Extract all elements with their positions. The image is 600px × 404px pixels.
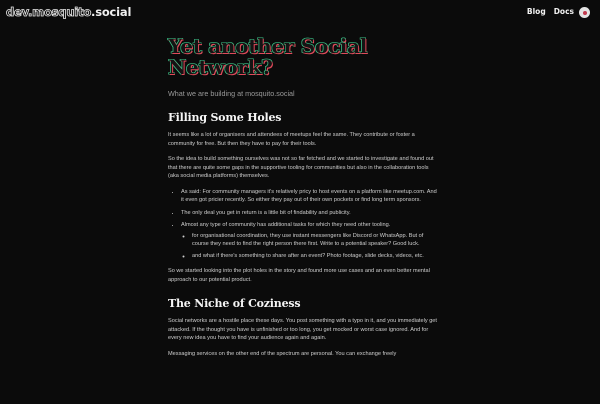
- brand-suffix: .social: [91, 5, 132, 19]
- section-heading-niche-coziness: The Niche of Coziness: [168, 297, 301, 310]
- list-item: ◦ for organisational coordination, they use instant messengers like Discord or WhatsApp. But of course they need to find the right person there first. Write to a potential speaker? Good luck.: [192, 232, 438, 249]
- section-heading-filling-holes: Filling Some Holes: [168, 111, 282, 124]
- page-title: Yet another Social Network?: [168, 34, 368, 79]
- article: [168, 36, 438, 365]
- avatar-dot: [583, 11, 587, 15]
- list-item: • As said: For community managers it's relatively pricy to host events on a platform like meetup.com. And it even got pricier recently. So either they pay out of their own pockets or find long term sponsors.: [181, 188, 438, 205]
- paragraph: So the idea to build something ourselves was not so far fetched and we started to investigate and found out that there are quite some gaps in the supportive tooling for communities but also in the collaboration tools (aka social media platforms) themselves.: [168, 156, 434, 179]
- list-item-text: Almost any type of community has additional tasks for which they need other tooling.: [181, 222, 391, 228]
- nested-bullet-list: [181, 232, 438, 261]
- site-logo[interactable]: [6, 5, 131, 19]
- paragraph: Messaging services on the other end of the spectrum are personal. You can exchange freely: [168, 350, 397, 357]
- paragraph: So we started looking into the plot holes in the story and found more use cases and an even better mental approach to our potential product.: [168, 268, 430, 283]
- paragraph: It seems like a lot of organisers and attendees of meetups feel the same. They contribute or foster a community for free. But then they have to pay for their tools.: [168, 132, 415, 147]
- nav-blog-link[interactable]: Blog: [526, 7, 546, 16]
- page-subtitle: What we are building at mosquito.social: [168, 89, 295, 98]
- list-item: ◦ and what if there's something to share after an event? Photo footage, slide decks, videos, etc.: [192, 252, 438, 261]
- top-bar: [0, 0, 600, 26]
- bullet-list: [168, 188, 438, 261]
- list-item: • The only deal you get in return is a little bit of findability and publicity.: [181, 209, 438, 218]
- avatar-icon[interactable]: [579, 7, 590, 18]
- nav-docs-link[interactable]: Docs: [553, 7, 574, 16]
- paragraph: Social networks are a hostile place these days. You post something with a typo in it, and you immediately get attacked. If the thought you have is unfinished or too long, you get mocked or worst case ignored. And for every new idea you have to find your audience again and again.: [168, 318, 437, 341]
- list-item: [181, 221, 438, 260]
- main-nav: [527, 7, 574, 16]
- brand-prefix: dev.mosquito: [6, 5, 92, 19]
